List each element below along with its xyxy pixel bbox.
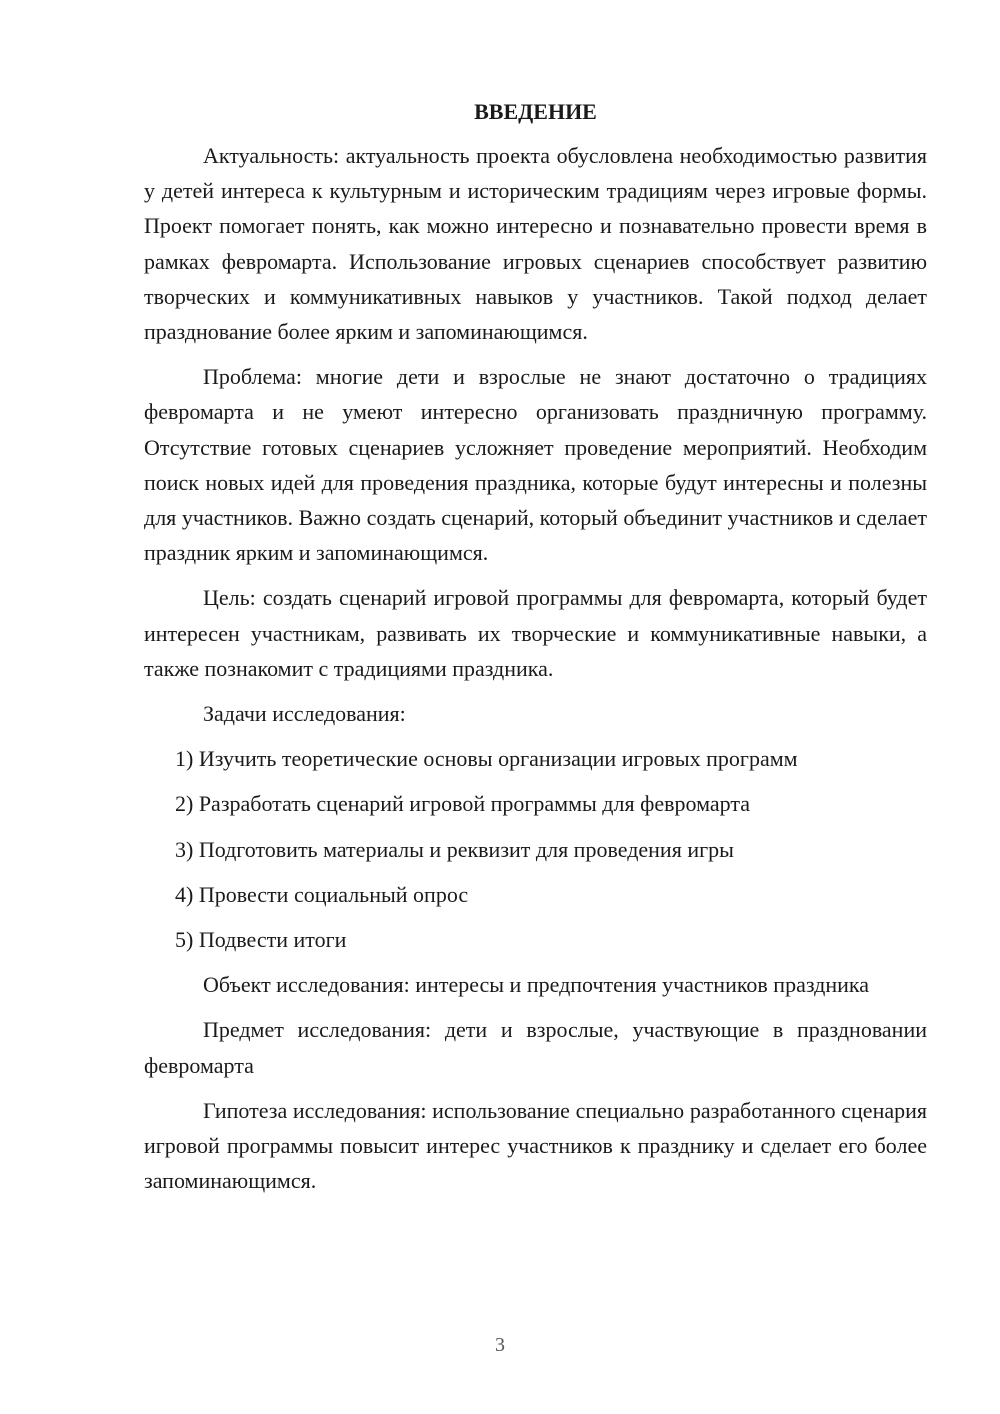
paragraph-object: Объект исследования: интересы и предпочтения участников праздника <box>203 972 869 998</box>
page-title: ВВЕДЕНИЕ <box>474 99 597 124</box>
paragraph-problem: Проблема: многие дети и взрослые не знают достаточно о традициях февромарта и не умеют интересно организовать праздничную программу. Отсутствие готовых сценариев усложняет проведение мероприятий. Необходим поиск новых идей для проведения праздника, которые будут интересны и полезны для участников. Важно создать сценарий, который объединит участников и сделает праздник ярким и запоминающимся. <box>144 364 927 566</box>
document-page <box>144 95 927 1208</box>
paragraph-relevance: Актуальность: актуальность проекта обусловлена необходимостью развития у детей интереса к культурным и историческим традициям через игровые формы. Проект помогает понять, как можно интересно и познавательно провести время в рамках февромарта. Использование игровых сценариев способствует развитию творческих и коммуникативных навыков у участников. Такой подход делает празднование более ярким и запоминающимся. <box>144 143 927 345</box>
paragraph-goal: Цель: создать сценарий игровой программы для февромарта, который будет интересен участникам, развивать их творческие и коммуникативные навыки, а также познакомит с традициями праздника. <box>144 585 927 681</box>
tasks-heading: Задачи исследования: <box>203 701 406 727</box>
tasks-list <box>144 741 927 957</box>
paragraph-hypothesis: Гипотеза исследования: использование специально разработанного сценария игровой программы повысит интерес участников к празднику и сделает его более запоминающимся. <box>144 1097 927 1194</box>
list-item: 1) Изучить теоретические основы организации игровых программ <box>175 746 798 772</box>
list-item: 2) Разработать сценарий игровой программы для февромарта <box>175 791 750 817</box>
list-item: 5) Подвести итоги <box>175 927 347 953</box>
list-item: 3) Подготовить материалы и реквизит для проведения игры <box>175 836 734 862</box>
list-item: 4) Провести социальный опрос <box>175 881 469 907</box>
paragraph-subject: Предмет исследования: дети и взрослые, участвующие в праздновании февромарта <box>144 1017 927 1078</box>
page-number: 3 <box>495 1334 505 1356</box>
